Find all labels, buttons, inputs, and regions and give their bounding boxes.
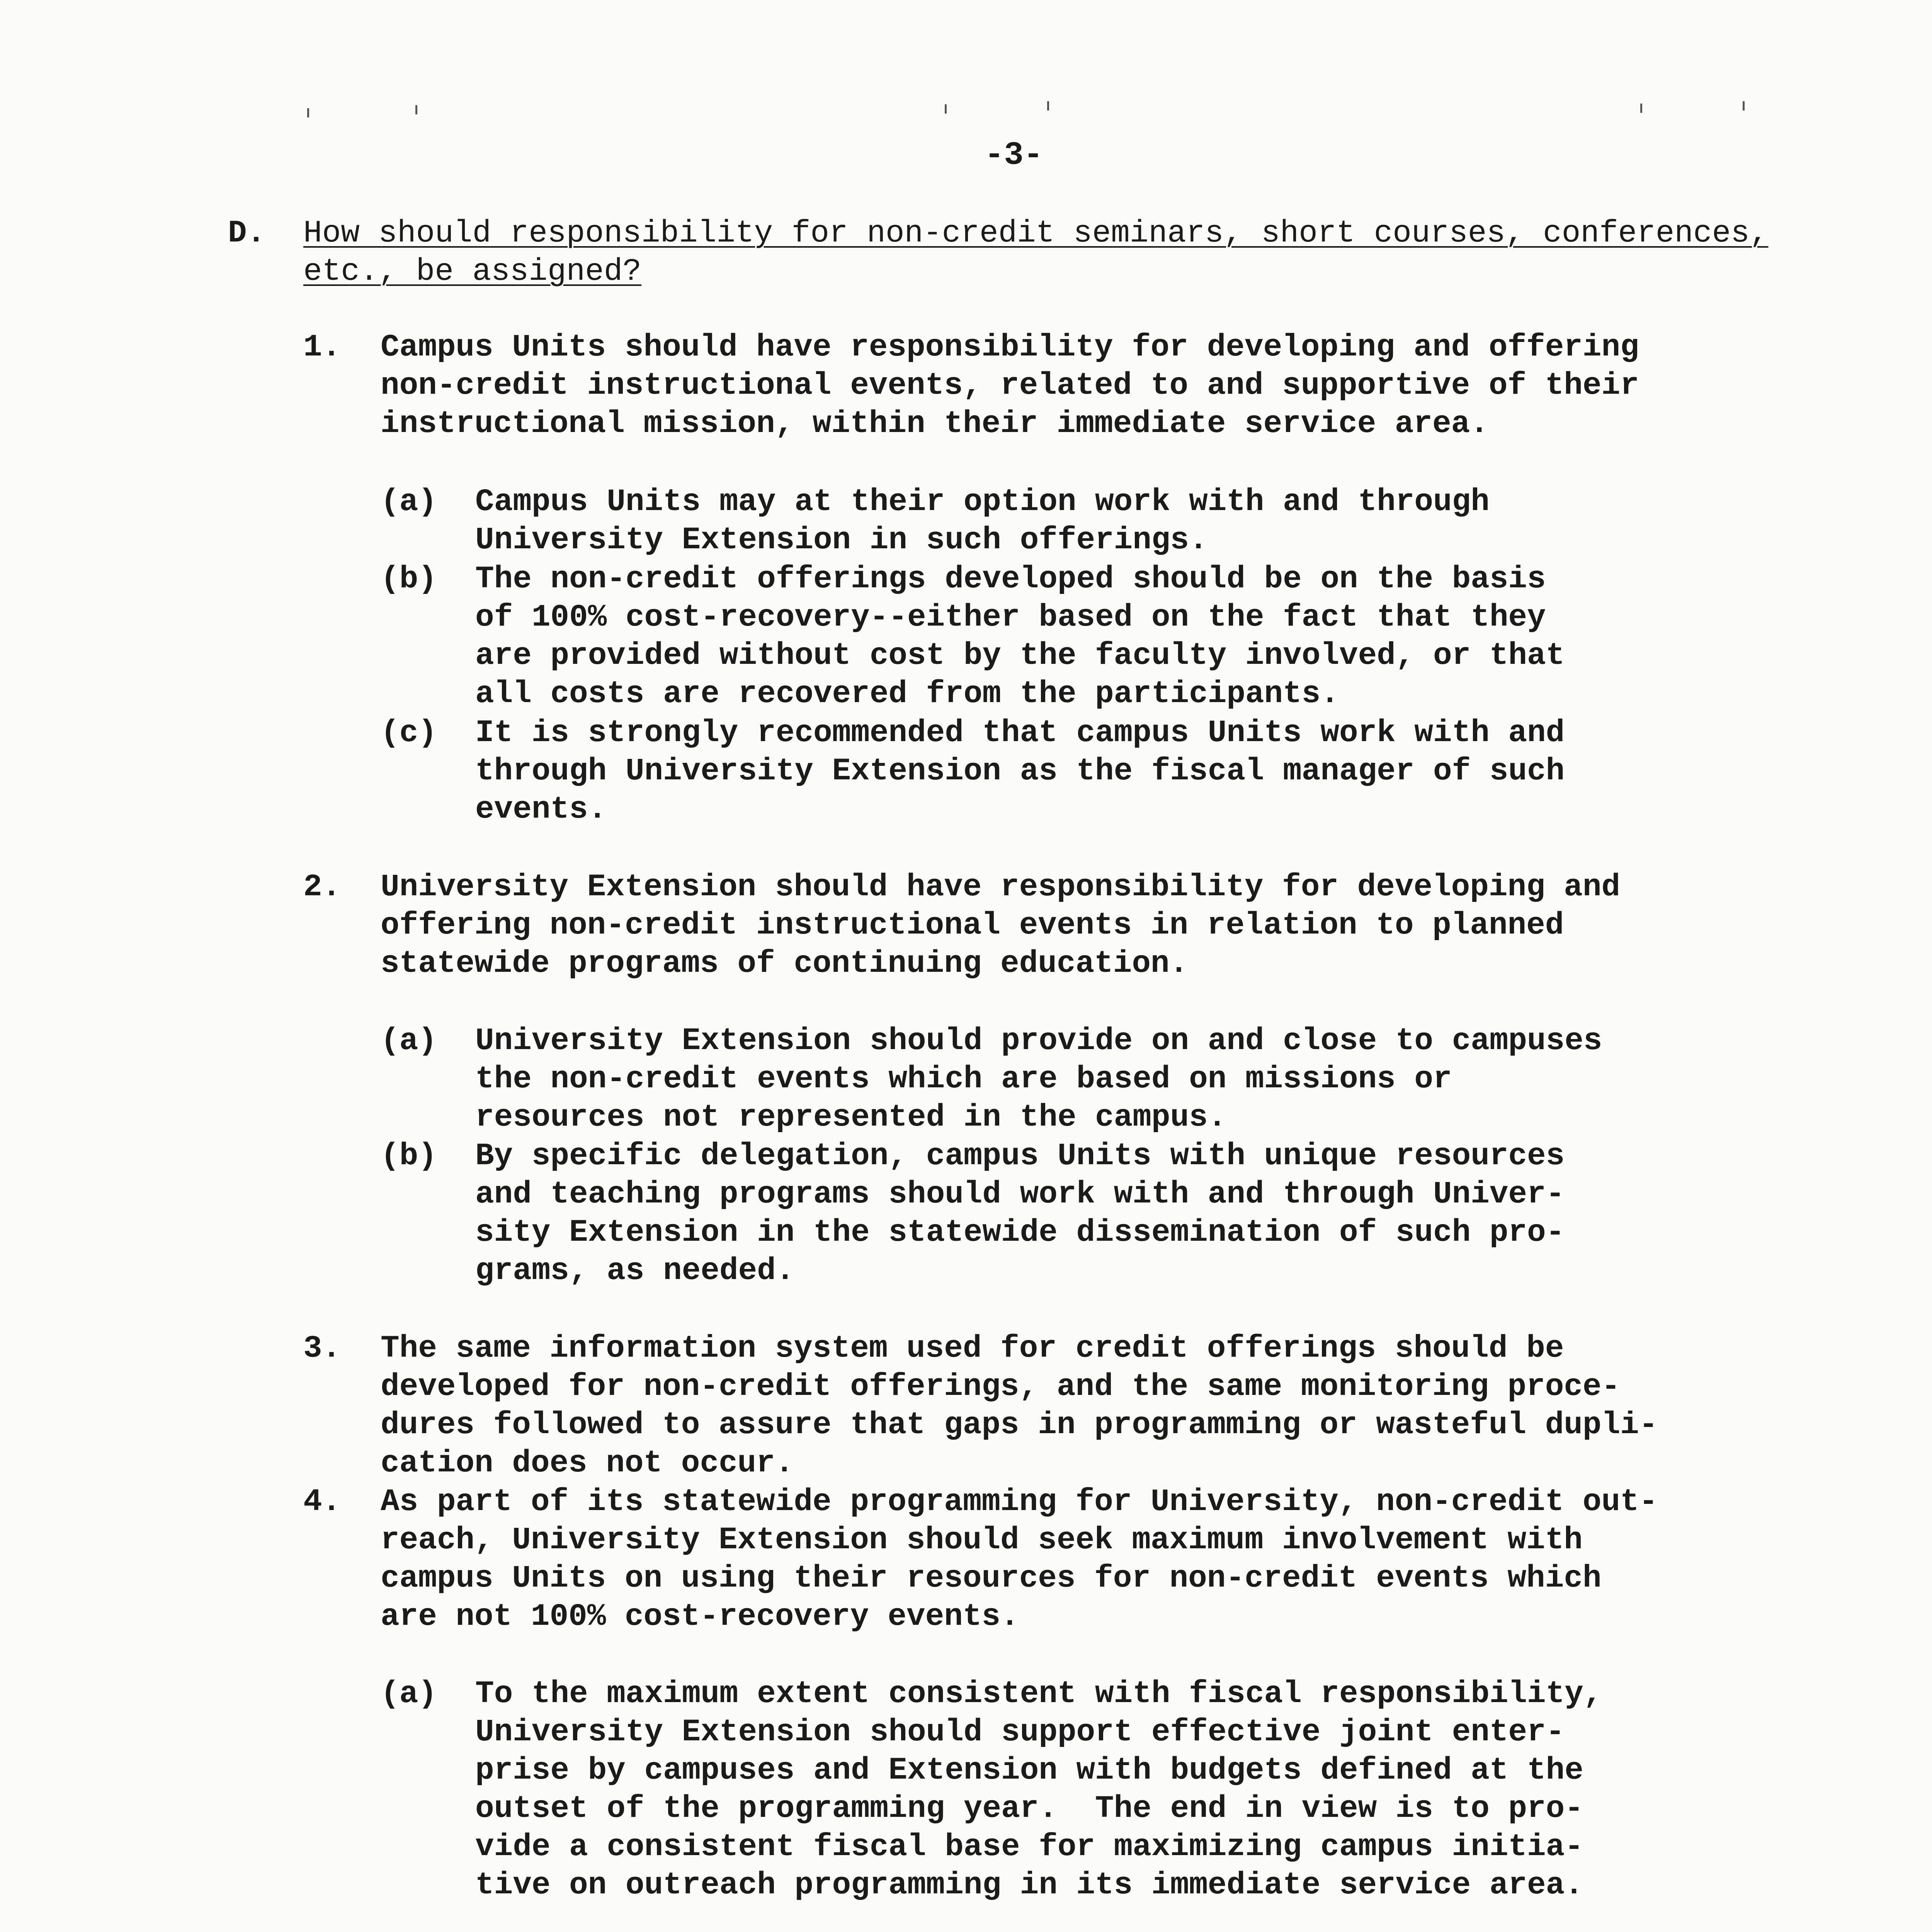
- item-text: Campus Units should have responsibility for developing and offering non-credit instructional events, related to and supportive of their instructional mission, within their immediate service area.: [381, 330, 1639, 442]
- scan-mark: [1743, 101, 1745, 111]
- subitem-text: The non-credit offerings developed should be on the basis of 100% cost-recovery--either based on the fact that they are provided without cost by the faculty involved, or that all costs are recovered from the participants.: [475, 562, 1565, 712]
- subitem-text: It is strongly recommended that campus Units work with and through University Extension as the fiscal manager of such events.: [475, 716, 1565, 827]
- subitem-text: By specific delegation, campus Units with unique resources and teaching programs should work with and through Univer- sity Extension in the statewide dissemination of such pro- grams, as needed.: [475, 1139, 1565, 1289]
- scan-mark: [307, 108, 309, 117]
- scan-mark: [1047, 101, 1049, 111]
- subitem-label: (c): [381, 716, 437, 751]
- subitem-text: Campus Units may at their option work with and through University Extension in such offerings.: [475, 485, 1490, 558]
- subitem-text: University Extension should provide on and close to campuses the non-credit events which are based on missions or resources not represented in the campus.: [475, 1024, 1602, 1135]
- subitem-label: (a): [381, 1677, 437, 1712]
- item-text: As part of its statewide programming for University, non-credit out- reach, University Extension should seek maximum involvement with campus Units on using their resources for non-credit events which are not 100% cost-recovery events.: [381, 1485, 1658, 1634]
- subitem-label: (a): [381, 1024, 437, 1059]
- item-number: 1.: [303, 330, 341, 365]
- scan-mark: [945, 104, 947, 114]
- page-number: -3-: [985, 137, 1043, 174]
- section-label: D.: [228, 216, 266, 251]
- subitem-label: (a): [381, 485, 437, 520]
- section-question: How should responsibility for non-credit seminars, short courses, conferences, etc., be assigned?: [303, 216, 1769, 289]
- subitem-label: (b): [381, 1139, 437, 1174]
- scan-mark: [415, 105, 417, 114]
- item-text: University Extension should have responsibility for developing and offering non-credit instructional events in relation to planned statewide programs of continuing education.: [381, 870, 1621, 981]
- item-number: 4.: [303, 1485, 341, 1520]
- subitem-label: (b): [381, 562, 437, 597]
- scan-mark: [1640, 104, 1642, 113]
- subitem-text: To the maximum extent consistent with fiscal responsibility, University Extension should support effective joint enter- prise by campuses and Extension with budgets defined at the outset of the programming year. The end in view is to pro- vide a consistent fiscal base for maximizing campus initia- tive on outreach programming in its immediate service area.: [475, 1677, 1602, 1903]
- item-number: 3.: [303, 1331, 341, 1366]
- item-number: 2.: [303, 870, 341, 905]
- item-text: The same information system used for credit offerings should be developed for non-credit offerings, and the same monitoring proce- dures followed to assure that gaps in programming or wasteful dupli- cation does not occur.: [381, 1331, 1658, 1481]
